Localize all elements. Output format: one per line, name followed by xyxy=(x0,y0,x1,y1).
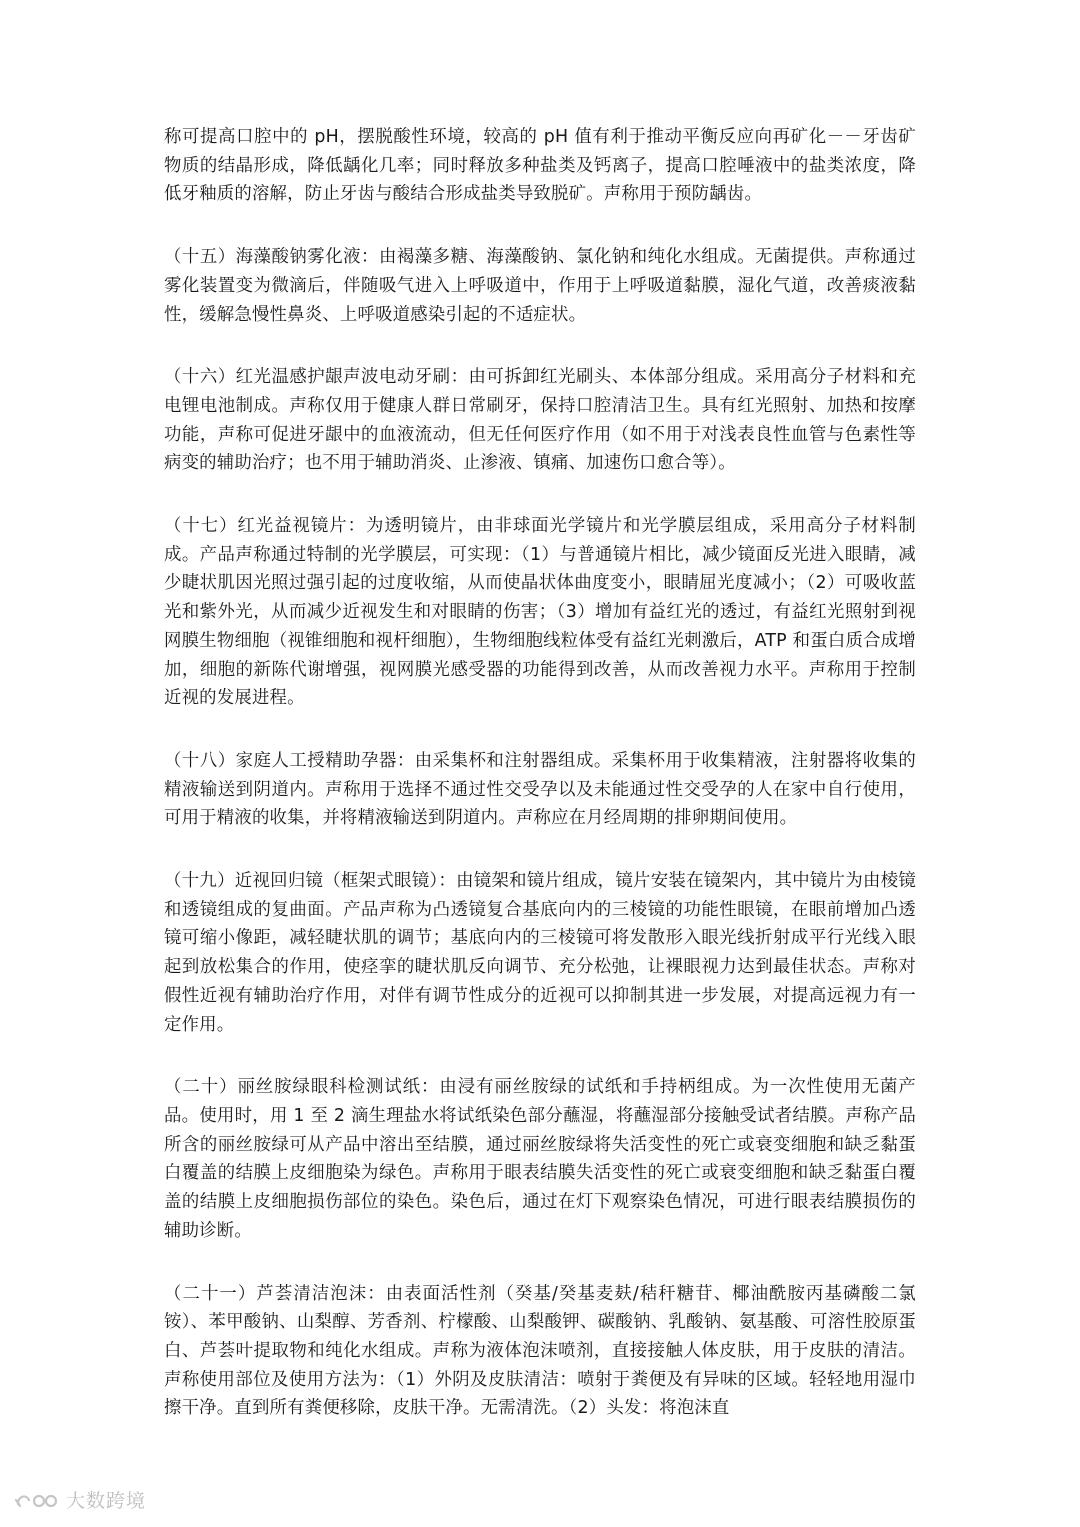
paragraph-20-lissamine-green-strip: （二十）丽丝胺绿眼科检测试纸：由浸有丽丝胺绿的试纸和手持柄组成。为一次性使用无菌产品。使用时，用 1 至 2 滴生理盐水将试纸染色部分蘸湿，将蘸湿部分接触受试者结膜。声称产品所含的丽丝胺绿可从产品中溶出至结膜，通过丽丝胺绿将失活变性的死亡或衰变细胞和缺乏黏蛋白覆盖的结膜上皮细胞染为绿色。声称用于眼表结膜失活变性的死亡或衰变细胞和缺乏黏蛋白覆盖的结膜上皮细胞损伤部位的染色。染色后，通过在灯下观察染色情况，可进行眼表结膜损伤的辅助诊断。 xyxy=(164,1077,916,1241)
document-body xyxy=(164,123,916,1457)
paragraph-17-red-light-lens: （十七）红光益视镜片：为透明镜片，由非球面光学镜片和光学膜层组成，采用高分子材料制成。产品声称通过特制的光学膜层，可实现：（1）与普通镜片相比，减少镜面反光进入眼睛，减少睫状肌因光照过强引起的过度收缩，从而使晶状体曲度变小，眼睛屈光度减小；（2）可吸收蓝光和紫外光，从而减少近视发生和对眼睛的伤害；（3）增加有益红光的透过，有益红光照射到视网膜生物细胞（视锥细胞和视杆细胞），生物细胞线粒体受有益红光刺激后，ATP 和蛋白质合成增加，细胞的新陈代谢增强，视网膜光感受器的功能得到改善，从而改善视力水平。声称用于控制近视的发展进程。 xyxy=(164,516,916,709)
watermark-text: 大数跨境 xyxy=(66,1490,147,1512)
paragraph-15-alginate-nebulizer: （十五）海藻酸钠雾化液：由褐藻多糖、海藻酸钠、氯化钠和纯化水组成。无菌提供。声称通过雾化装置变为微滴后，伴随吸气进入上呼吸道中，作用于上呼吸道黏膜，湿化气道，改善痰液黏性，缓解急慢性鼻炎、上呼吸道感染引起的不适症状。 xyxy=(164,247,916,325)
paragraph-fluoride-toothpaste-continued: 称可提高口腔中的 pH，摆脱酸性环境，较高的 pH 值有利于推动平衡反应向再矿化－－牙齿矿物质的结晶形成，降低龋化几率；同时释放多种盐类及钙离子，提高口腔唾液中的盐类浓度，降低牙釉质的溶解，防止牙齿与酸结合形成盐类导致脱矿。声称用于预防龋齿。 xyxy=(164,127,916,205)
watermark xyxy=(12,1486,146,1513)
paragraph-16-red-light-toothbrush: （十六）红光温感护龈声波电动牙刷：由可拆卸红光刷头、本体部分组成。采用高分子材料和充电锂电池制成。声称仅用于健康人群日常刷牙，保持口腔清洁卫生。具有红光照射、加热和按摩功能，声称可促进牙龈中的血液流动，但无任何医疗作用（如不用于对浅表良性血管与色素性等病变的辅助治疗；也不用于辅助消炎、止渗液、镇痛、加速伤口愈合等）。 xyxy=(164,367,916,474)
paragraph-18-insemination-device: （十八）家庭人工授精助孕器：由采集杯和注射器组成。采集杯用于收集精液，注射器将收集的精液输送到阴道内。声称用于选择不通过性交受孕以及未能通过性交受孕的人在家中自行使用，可用于精液的收集，并将精液输送到阴道内。声称应在月经周期的排卵期间使用。 xyxy=(164,750,916,829)
brand-logo-icon xyxy=(12,1490,60,1510)
paragraph-19-myopia-glasses: （十九）近视回归镜（框架式眼镜）：由镜架和镜片组成，镜片安装在镜架内，其中镜片为由棱镜和透镜组成的复曲面。产品声称为凸透镜复合基底向内的三棱镜的功能性眼镜，在眼前增加凸透镜可缩小像距，减轻睫状肌的调节；基底向内的三棱镜可将发散形入眼光线折射成平行光线入眼起到放松集合的作用，使痉挛的睫状肌反向调节、充分松弛，让裸眼视力达到最佳状态。声称对假性近视有辅助治疗作用，对伴有调节性成分的近视可以抑制其进一步发展，对提高远视力有一定作用。 xyxy=(164,871,916,1035)
paragraph-21-aloe-cleansing-foam: （二十一）芦荟清洁泡沫：由表面活性剂（癸基/癸基麦麸/秸秆糖苷、椰油酰胺丙基磷酸二氯铵）、苯甲酸钠、山梨醇、芳香剂、柠檬酸、山梨酸钾、碳酸钠、乳酸钠、氨基酸、可溶性胶原蛋白、芦荟叶提取物和纯化水组成。声称为液体泡沫喷剂，直接接触人体皮肤，用于皮肤的清洁。声称使用部位及使用方法为：（1）外阴及皮肤清洁：喷射于粪便及有异味的区域。轻轻地用湿巾擦干净。直到所有粪便移除，皮肤干净。无需清洗。（2）头发：将泡沫直 xyxy=(164,1283,916,1419)
